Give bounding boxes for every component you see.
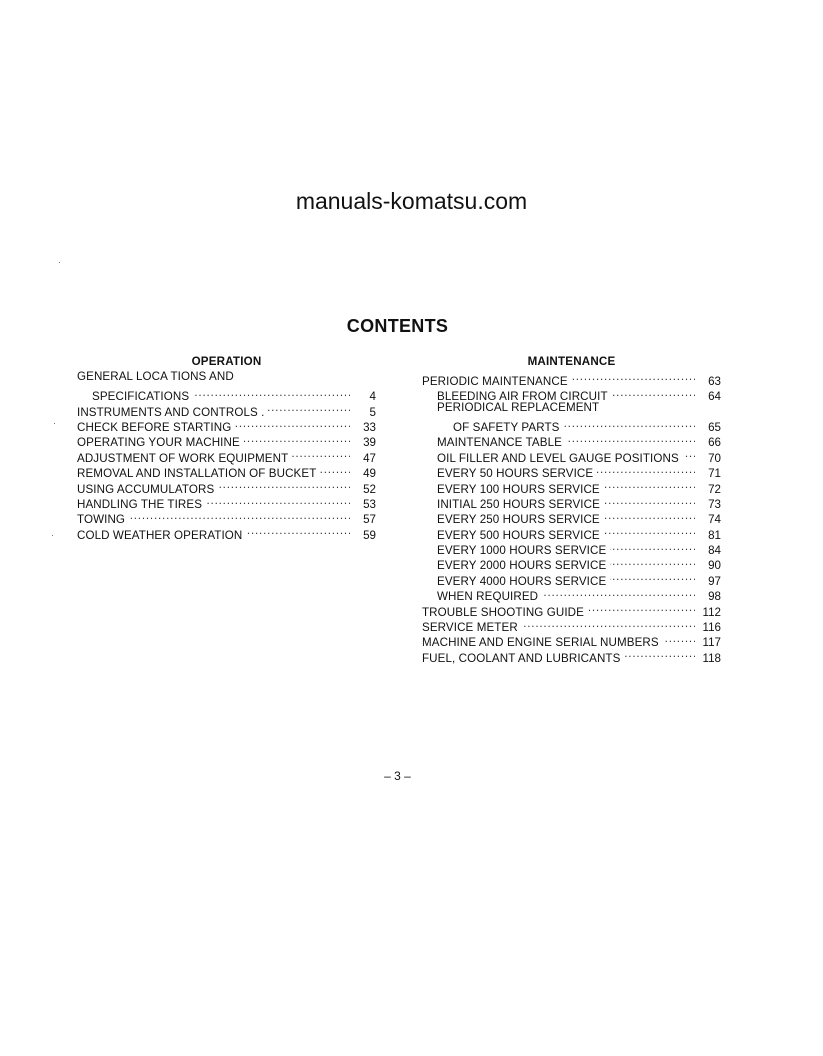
dot-leader bbox=[206, 493, 350, 508]
toc-entry-title: EVERY 4000 HOURS SERVICE bbox=[437, 574, 607, 588]
page-title: CONTENTS bbox=[346, 316, 449, 336]
toc-entry-page: 73 bbox=[708, 497, 721, 511]
toc-entry-title: SPECIFICATIONS bbox=[92, 390, 190, 404]
toc-entry-page: 118 bbox=[702, 651, 721, 665]
dot-leader bbox=[604, 523, 695, 538]
toc-entry bbox=[422, 416, 721, 434]
dot-leader bbox=[612, 385, 695, 400]
toc-entry-title: EVERY 100 HOURS SERVICE bbox=[437, 482, 600, 496]
dot-leader bbox=[610, 539, 695, 554]
toc-entry-title: PERIODIC MAINTENANCE bbox=[422, 374, 568, 388]
toc-entry-title: SERVICE METER bbox=[422, 621, 518, 635]
toc-entry-title: INITIAL 250 HOURS SERVICE bbox=[437, 497, 600, 511]
toc-entry bbox=[422, 400, 721, 415]
toc-entry-title: PERIODICAL REPLACEMENT bbox=[437, 401, 600, 415]
dot-leader bbox=[235, 416, 350, 431]
toc-entry-page: 47 bbox=[363, 451, 376, 465]
toc-entry-page: 65 bbox=[708, 420, 721, 434]
toc-entry-page: 90 bbox=[708, 559, 721, 573]
dot-leader bbox=[663, 631, 695, 646]
toc-entry-page: 57 bbox=[363, 513, 376, 527]
toc-entry bbox=[422, 369, 721, 388]
dot-leader bbox=[572, 369, 695, 384]
toc-entry-page: 66 bbox=[708, 436, 721, 450]
toc-entry-title: OIL FILLER AND LEVEL GAUGE POSITIONS bbox=[437, 451, 679, 465]
scan-speck bbox=[52, 535, 53, 536]
toc-entry-page: 117 bbox=[702, 636, 721, 650]
site-header: manuals-komatsu.com bbox=[295, 188, 528, 214]
operation-toc bbox=[77, 354, 376, 542]
toc-entry-title: MACHINE AND ENGINE SERIAL NUMBERS bbox=[422, 636, 659, 650]
toc-entry-page: 97 bbox=[708, 574, 721, 588]
dot-leader bbox=[683, 446, 695, 461]
maintenance-heading: MAINTENANCE bbox=[527, 355, 616, 368]
toc-entry-title: FUEL, COOLANT AND LUBRICANTS bbox=[422, 651, 621, 665]
toc-entry-page: 64 bbox=[708, 390, 721, 404]
toc-entry-title: EVERY 500 HOURS SERVICE bbox=[437, 528, 600, 542]
toc-entry-title: EVERY 50 HOURS SERVICE bbox=[437, 467, 594, 481]
toc-entry-page: 33 bbox=[363, 420, 376, 434]
dot-leader bbox=[292, 446, 350, 461]
dot-leader bbox=[604, 508, 695, 523]
toc-entry-page: 98 bbox=[708, 590, 721, 604]
dot-leader bbox=[542, 585, 695, 600]
toc-entry-page: 39 bbox=[363, 436, 376, 450]
toc-entry-page: 116 bbox=[702, 621, 721, 635]
dot-leader bbox=[522, 616, 695, 631]
toc-entry-title: REMOVAL AND INSTALLATION OF BUCKET bbox=[77, 467, 317, 481]
toc-entry-page: 70 bbox=[708, 451, 721, 465]
toc-entry-title: EVERY 1000 HOURS SERVICE bbox=[437, 544, 607, 558]
toc-entry-title: ADJUSTMENT OF WORK EQUIPMENT bbox=[77, 451, 289, 465]
dot-leader bbox=[268, 400, 350, 415]
dot-leader bbox=[193, 385, 350, 400]
toc-entry-title: WHEN REQUIRED bbox=[437, 590, 539, 604]
scan-speck bbox=[54, 423, 55, 424]
toc-entry-page: 63 bbox=[708, 374, 721, 388]
toc-entry-page: 81 bbox=[708, 528, 721, 542]
toc-entry-title: OPERATING YOUR MACHINE bbox=[77, 436, 240, 450]
dot-leader bbox=[604, 477, 695, 492]
toc-entry-title: EVERY 250 HOURS SERVICE bbox=[437, 513, 600, 527]
dot-leader bbox=[320, 462, 350, 477]
maintenance-toc bbox=[422, 354, 721, 665]
dot-leader bbox=[610, 569, 695, 584]
scan-speck bbox=[59, 262, 60, 263]
toc-entry-page: 72 bbox=[708, 482, 721, 496]
dot-leader bbox=[244, 431, 350, 446]
toc-entry-page: 52 bbox=[363, 482, 376, 496]
toc-entry-page: 53 bbox=[363, 497, 376, 511]
toc-entry-page: 84 bbox=[708, 544, 721, 558]
toc-entry-title: TOWING bbox=[77, 513, 126, 527]
toc-entry-title: INSTRUMENTS AND CONTROLS . bbox=[77, 405, 265, 419]
toc-entry-title: COLD WEATHER OPERATION bbox=[77, 528, 243, 542]
toc-entry-page: 112 bbox=[702, 605, 721, 619]
dot-leader bbox=[588, 600, 695, 615]
dot-leader bbox=[604, 493, 695, 508]
toc-entry-page: 59 bbox=[363, 528, 376, 542]
dot-leader bbox=[246, 523, 350, 538]
toc-entry-page: 4 bbox=[369, 390, 376, 404]
toc-entry-title: USING ACCUMULATORS bbox=[77, 482, 215, 496]
dot-leader bbox=[624, 646, 695, 661]
dot-leader bbox=[610, 554, 695, 569]
toc-entry-page: 74 bbox=[708, 513, 721, 527]
toc-entry-title: TROUBLE SHOOTING GUIDE bbox=[422, 605, 584, 619]
toc-entry-title: EVERY 2000 HOURS SERVICE bbox=[437, 559, 607, 573]
toc-entry bbox=[77, 385, 376, 404]
dot-leader bbox=[566, 431, 695, 446]
dot-leader bbox=[129, 508, 350, 523]
toc-entry-title: CHECK BEFORE STARTING bbox=[77, 420, 232, 434]
toc-entry-page: 5 bbox=[369, 405, 376, 419]
dot-leader bbox=[218, 477, 350, 492]
dot-leader bbox=[564, 416, 695, 431]
operation-entries bbox=[77, 369, 376, 542]
toc-entry-title: OF SAFETY PARTS bbox=[453, 420, 560, 434]
dot-leader bbox=[597, 462, 695, 477]
toc-entry-title: HANDLING THE TIRES bbox=[77, 497, 203, 511]
operation-heading: OPERATION bbox=[191, 355, 262, 368]
page-number: – 3 – bbox=[384, 769, 411, 783]
maintenance-entries bbox=[422, 369, 721, 665]
toc-entry-title: BLEEDING AIR FROM CIRCUIT bbox=[437, 390, 608, 404]
toc-entry-page: 71 bbox=[708, 467, 721, 481]
toc-entry-page: 49 bbox=[363, 467, 376, 481]
toc-entry-title: MAINTENANCE TABLE bbox=[437, 436, 562, 450]
toc-entry bbox=[77, 369, 376, 384]
toc-entry-title: GENERAL LOCA TIONS AND bbox=[77, 370, 234, 384]
